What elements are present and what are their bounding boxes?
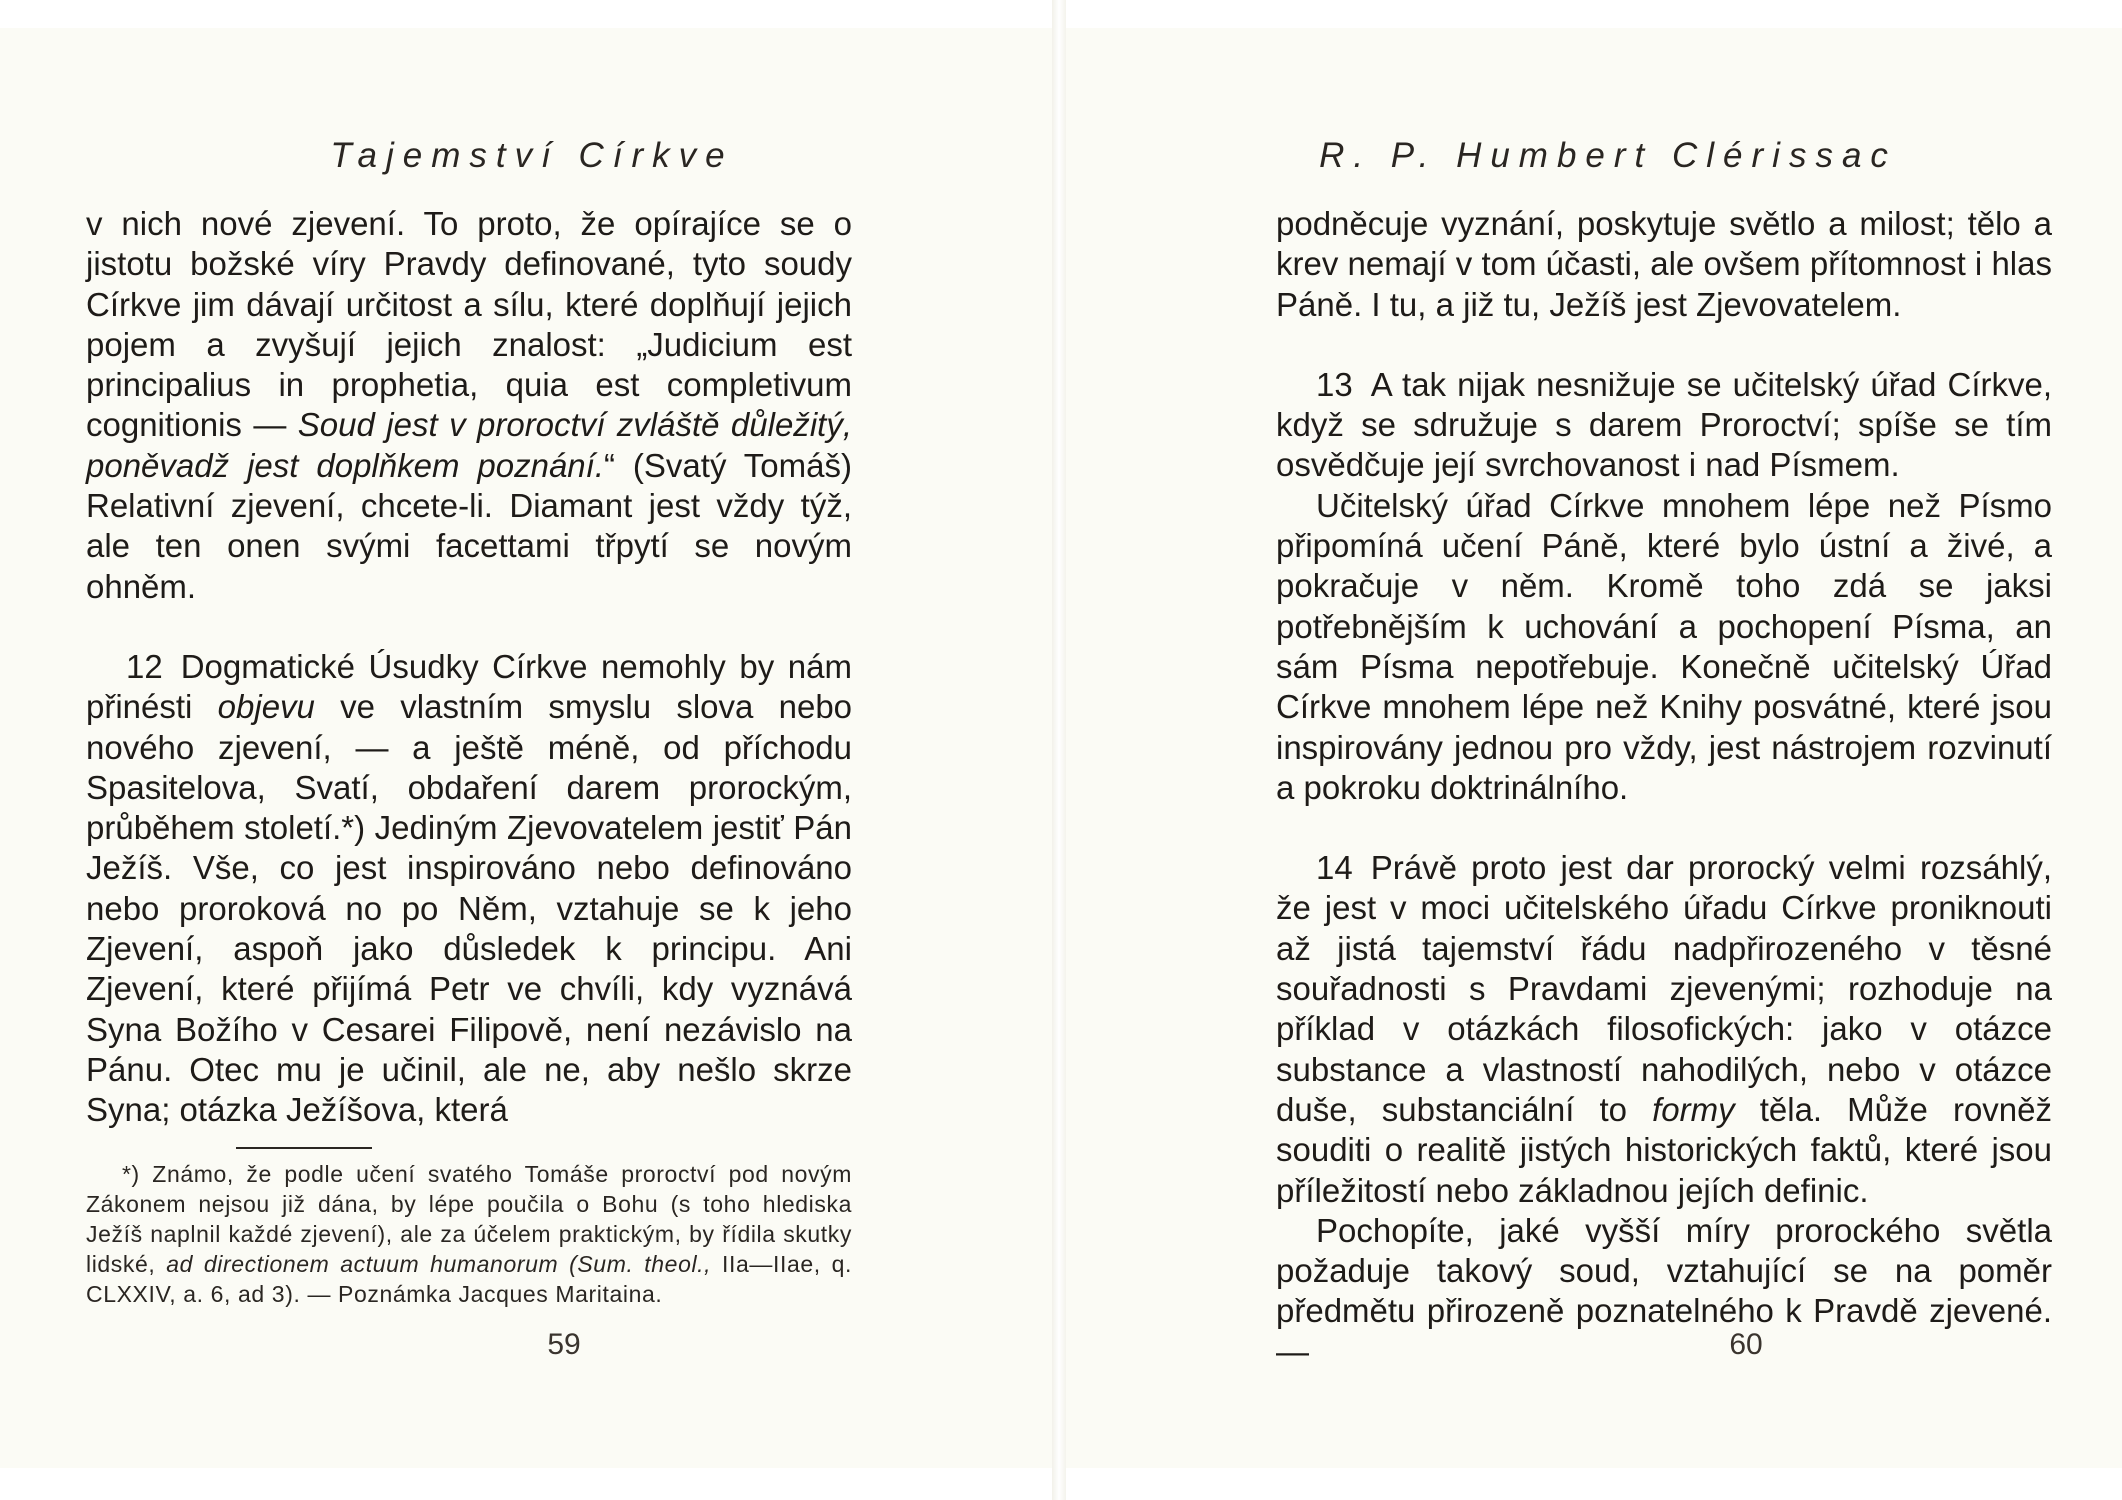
para-14-end: těla. Může rovněž souditi o realitě jistých historických faktů, které jsou příležitostí nebo základnou jejích definic. — [1276, 1090, 2052, 1209]
right-text-column — [1276, 204, 2052, 1372]
para-13-text: A tak nijak nesnižuje se učitelský úřad Církve, když se sdružuje s darem Proroctví; spíše se tím osvědčuje její svrchovanost i nad Písmem. — [1276, 365, 2052, 484]
para-a-end: “ (Svatý Tomáš) Relativní zjevení, chcete-li. Diamant jest vždy týž, ale ten onen svými facettami třpytí se novým ohněm. — [86, 446, 852, 605]
paragraph-13b: Učitelský úřad Církve mnohem lépe než Písmo připomíná učení Páně, které bylo ústní a živé, a pokračuje v něm. Kromě toho zdá se jaksi potřebnějším k uchování a pochopení Písma, an sám Písma nepotřebuje. Konečně učitelský Úřad Církve mnohem lépe než Knihy posvátné, které jsou inspirovány jednou pro vždy, jest nástrojem rozvinutí a pokroku doktrinálního. — [1276, 486, 2052, 806]
paragraph-number-13: 13 — [1316, 365, 1353, 403]
paragraph-12 — [86, 647, 852, 1131]
para-14-italic: formy — [1652, 1090, 1735, 1128]
para-a-text: v nich nové zjevení. To proto, že opírajíce se o jistotu božské víry Pravdy definované, tyto soudy Církve jim dávají určitost a sílu, které doplňují jejich pojem a zvyšují jejich znalost: „Judicium est principalius in prophetia, quia est completivum cognitionis — — [86, 205, 852, 444]
paragraph-14b: Pochopíte, jaké vyšší míry prorockého světla požaduje takový soud, vztahující se na poměr předmětu přirozeně poznatelného k Pravdě zjevené. — — [1276, 1211, 2052, 1370]
right-page — [1066, 28, 2122, 1468]
book-gutter — [1052, 0, 1066, 1500]
paragraph-13 — [1276, 365, 2052, 486]
running-head-right: R. P. Humbert Clérissac — [1319, 136, 1897, 175]
footnote — [86, 1159, 852, 1309]
para-a-italic: Soud jest v proroctví zvláště důležitý, poněvadž jest doplňkem poznání. — [86, 406, 852, 484]
footnote-italic: ad directionem actuum humanorum (Sum. theol., — [166, 1250, 712, 1277]
paragraph-number-12: 12 — [126, 647, 163, 685]
left-paragraph-continued — [86, 204, 852, 607]
running-head-left: Tajemství Církve — [330, 136, 734, 175]
para-12-start: Dogmatické Úsudky Církve nemohly by nám přinésti — [86, 647, 852, 726]
para-12-rest: ve vlastním smyslu slova nebo nového zjevení, — a ještě méně, od příchodu Spasitelova, Svatí, obdaření darem prorockým, průběhem století.*) Jediným Zjevovatelem jestiť Pán Ježíš. Vše, co jest inspirováno nebo definováno nebo proroková no po Něm, vztahuje se k jeho Zjevení, aspoň jako důsledek k principu. Ani Zjevení, které přijímá Petr ve chvíli, kdy vyznává Syna Božího v Cesarei Filipově, není nezávislo na Pánu. Otec mu je učinil, ale ne, aby nešlo skrze Syna; otázka Ježíšova, která — [86, 688, 853, 1129]
left-text-column — [86, 204, 852, 1309]
para-12-italic: objevu — [217, 688, 315, 726]
para-14-start: Právě proto jest dar prorocký velmi rozsáhlý, že jest v moci učitelského úřadu Církve proniknouti až jistá tajemství řádu nadpřirozeného v těsné souřadnosti s Pravdami zjevenými; rozhoduje na příklad v otázkách filosofických: jako v otázce substance a vlastností nahodilých, nebo v otázce duše, substanciální to — [1276, 849, 2052, 1128]
right-paragraph-continued: podněcuje vyznání, poskytuje světlo a milost; tělo a krev nemají v tom účasti, ale ovšem přítomnost i hlas Páně. I tu, a již tu, Ježíš jest Zjevovatelem. — [1276, 205, 2052, 323]
footnote-end: — Poznámka Jacques Maritaina. — [307, 1280, 663, 1307]
page-number-right: 60 — [1729, 1328, 1763, 1361]
footnote-start: *) Známo, že podle učení svatého Tomáše proroctví pod novým Zákonem nejsou již dána, by lépe poučila o Bohu (s toho hlediska Ježíš naplnil každé zjevení), ale za účelem praktickým, by řídila skutky lidské, — [86, 1160, 852, 1277]
footnote-rule — [236, 1147, 372, 1149]
paragraph-number-14: 14 — [1316, 849, 1353, 887]
left-page — [0, 28, 1052, 1468]
footnote-ref: IIa—IIae, q. CLXXIV, a. 6, ad 3). — [86, 1250, 852, 1307]
paragraph-14 — [1276, 848, 2052, 1211]
page-number-left: 59 — [547, 1328, 581, 1361]
